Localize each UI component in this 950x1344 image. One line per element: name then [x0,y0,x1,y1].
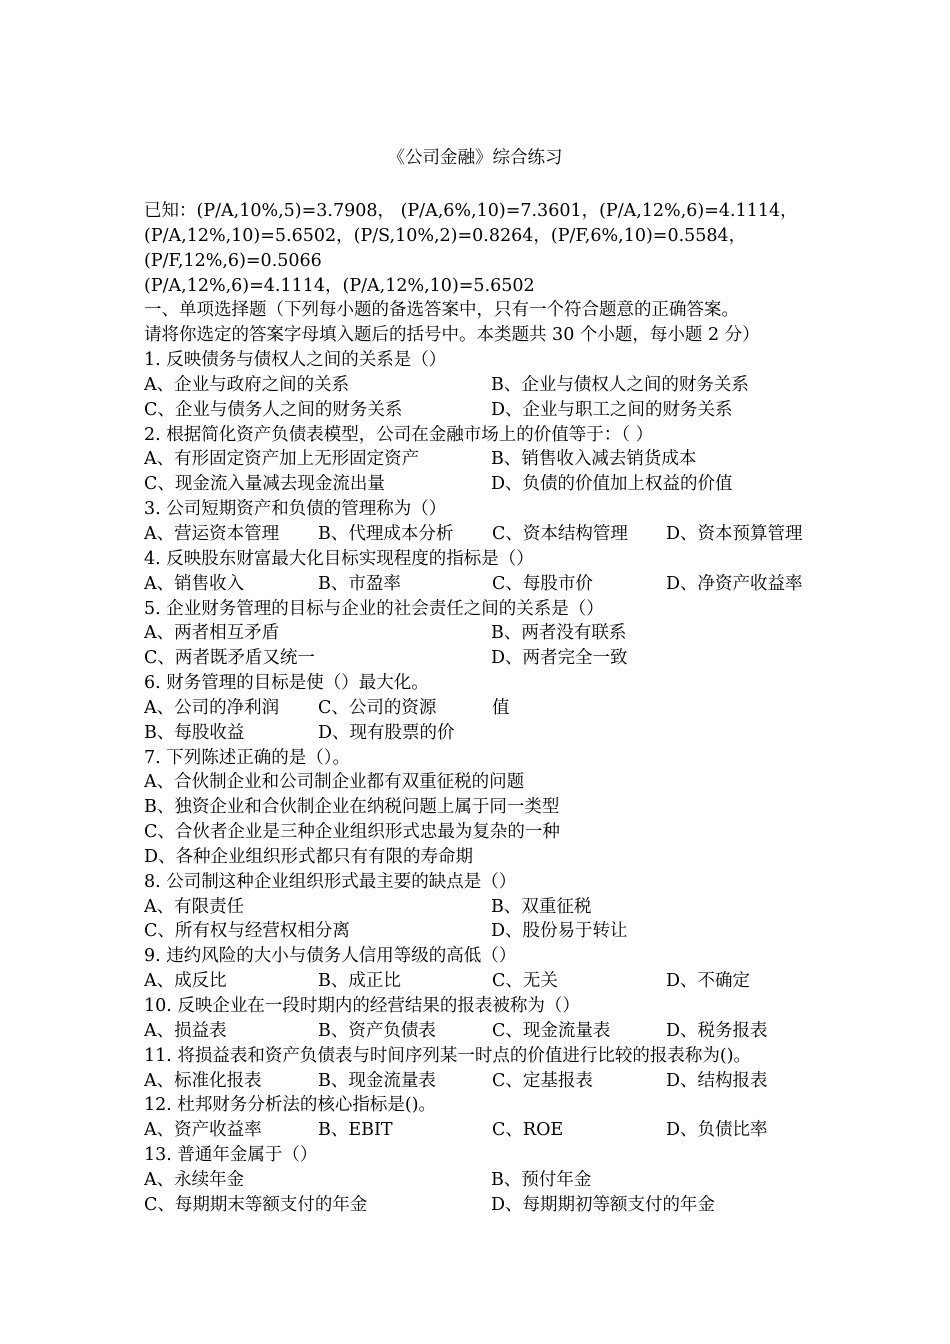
question-10-option-c: C、现金流量表 [492,1020,611,1041]
question-3-option-c: C、资本结构管理 [492,523,628,544]
question-12-option-a: A、资产收益率 [144,1120,262,1141]
question-11-option-b: B、现金流量表 [318,1070,436,1091]
question-1-option-b: B、企业与债权人之间的财务关系 [491,374,749,395]
given-line-3: (P/F,12%,6)=0.5066 [144,250,322,271]
question-11-stem: 11. 将损益表和资产负债表与时间序列某一时点的价值进行比较的报表称为()。 [144,1045,752,1066]
question-1-option-c: C、企业与债务人之间的财务关系 [144,399,403,420]
question-10-option-a: A、损益表 [144,1020,227,1041]
question-3-stem: 3. 公司短期资产和负债的管理称为（） [144,499,447,520]
question-10-stem: 10. 反映企业在一段时期内的经营结果的报表被称为（） [144,996,580,1016]
section-heading-line-1: 一、单项选择题（下列每小题的备选答案中，只有一个符合题意的正确答案。 [144,300,739,321]
question-13-option-b: B、预付年金 [491,1169,592,1190]
question-4-options [144,572,834,597]
question-5-option-d: D、两者完全一致 [491,648,628,669]
question-12-stem: 12. 杜邦财务分析法的核心指标是()。 [144,1095,437,1116]
question-5-options-row-2 [144,646,834,671]
question-12-option-b: B、EBIT [318,1120,393,1141]
question-6-option-a: A、公司的净利润 [144,697,280,718]
question-8-option-c: C、所有权与经营权相分离 [144,921,350,942]
question-2-options-row-1 [144,447,834,472]
question-8-options-row-1 [144,895,834,920]
question-11-options [144,1069,834,1094]
question-8-option-d: D、股份易于转让 [491,921,628,942]
question-4-option-c: C、每股市价 [492,573,593,594]
question-3-option-d: D、资本预算管理 [666,523,803,544]
question-1-stem: 1. 反映债务与债权人之间的关系是（） [144,350,447,371]
question-8-option-b: B、双重征税 [491,896,592,917]
question-13-options-row-2 [144,1193,834,1218]
question-2-option-a: A、有形固定资产加上无形固定资产 [144,449,420,470]
question-11-option-a: A、标准化报表 [144,1070,262,1091]
question-9-option-a: A、成反比 [144,971,227,992]
given-line-1: 已知：(P/A,10%,5)=3.7908， (P/A,6%,10)=7.3601，(P/A,12%,6)=4.1114， [144,201,798,221]
question-6-options-row-1 [144,696,834,721]
question-9-option-c: C、无关 [492,971,558,992]
question-7-stem: 7. 下列陈述正确的是（）。 [144,747,351,768]
page-title: 《公司金融》综合练习 [387,148,563,168]
question-11-option-c: C、定基报表 [492,1070,593,1091]
given-line-2: (P/A,12%,10)=5.6502，(P/S,10%,2)=0.8264，(P/F,6%,10)=0.5584， [144,225,747,246]
given-line-4: (P/A,12%,6)=4.1114，(P/A,12%,10)=5.6502 [144,275,535,296]
question-6-option-c-tail: 值 [492,697,510,718]
question-1-options-row-1 [144,373,834,398]
question-13-option-c: C、每期期末等额支付的年金 [144,1194,368,1215]
question-10-options [144,1019,834,1044]
question-3-options [144,522,834,547]
question-8-stem: 8. 公司制这种企业组织形式最主要的缺点是（） [144,871,517,892]
question-12-options [144,1118,834,1143]
question-6-options-row-2 [144,721,834,746]
question-3-option-b: B、代理成本分析 [318,523,454,544]
question-7-option-a: A、合伙制企业和公司制企业都有双重征税的问题 [144,772,525,793]
question-4-option-b: B、市盈率 [318,573,401,594]
question-2-stem: 2. 根据简化资产负债表模型，公司在金融市场上的价值等于：（ ） [144,424,654,445]
question-1-options-row-2 [144,398,834,423]
question-13-option-a: A、永续年金 [144,1169,245,1190]
question-6-option-c: C、公司的资源 [318,697,437,718]
question-1-option-a: A、企业与政府之间的关系 [144,374,350,395]
question-4-option-a: A、销售收入 [144,573,245,594]
question-8-option-a: A、有限责任 [144,896,245,917]
question-5-stem: 5. 企业财务管理的目标与企业的社会责任之间的关系是（） [144,598,604,619]
question-10-option-d: D、税务报表 [666,1020,768,1041]
question-2-options-row-2 [144,472,834,497]
question-4-option-d: D、净资产收益率 [666,573,803,594]
question-10-option-b: B、资产负债表 [318,1020,436,1041]
question-12-option-c: C、ROE [492,1120,564,1141]
question-7-option-c: C、合伙者企业是三种企业组织形式忠最为复杂的一种 [144,822,560,843]
question-6-stem: 6. 财务管理的目标是使（）最大化。 [144,673,429,694]
question-1-option-d: D、企业与职工之间的财务关系 [491,399,733,420]
question-7-option-b: B、独资企业和合伙制企业在纳税问题上属于同一类型 [144,797,560,818]
question-11-option-d: D、结构报表 [666,1070,768,1091]
question-6-option-d: D、现有股票的价 [318,722,455,743]
question-6-option-b: B、每股收益 [144,722,245,743]
question-5-option-b: B、两者没有联系 [491,623,627,644]
question-2-option-d: D、负债的价值加上权益的价值 [491,474,733,495]
question-2-option-c: C、现金流入量减去现金流出量 [144,474,385,495]
question-9-option-b: B、成正比 [318,971,401,992]
question-9-options [144,969,834,994]
question-2-option-b: B、销售收入减去销货成本 [491,449,697,470]
question-9-option-d: D、不确定 [666,971,751,992]
section-heading-line-2: 请将你选定的答案字母填入题后的括号中。本类题共 30 个小题，每小题 2 分） [144,325,760,346]
question-12-option-d: D、负债比率 [666,1120,768,1141]
question-9-stem: 9. 违约风险的大小与债务人信用等级的高低（） [144,946,517,967]
question-3-option-a: A、营运资本管理 [144,523,280,544]
question-8-options-row-2 [144,919,834,944]
document-body [144,199,834,1218]
question-13-stem: 13. 普通年金属于（） [144,1145,318,1166]
question-5-options-row-1 [144,621,834,646]
question-13-option-d: D、每期期初等额支付的年金 [491,1194,716,1215]
question-5-option-c: C、两者既矛盾又统一 [144,648,315,669]
question-5-option-a: A、两者相互矛盾 [144,623,280,644]
question-13-options-row-1 [144,1168,834,1193]
question-4-stem: 4. 反映股东财富最大化目标实现程度的指标是（） [144,548,534,569]
question-7-option-d: D、各种企业组织形式都只有有限的寿命期 [144,846,474,867]
